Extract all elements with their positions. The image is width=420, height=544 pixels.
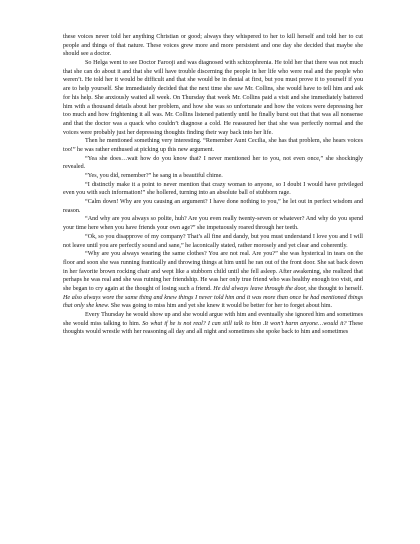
paragraph: [63, 155, 363, 172]
paragraph: [63, 215, 363, 232]
paragraph: [63, 33, 363, 59]
text-run: She was going to miss him and yet she knew it would be better for her to forget about him.: [109, 303, 333, 310]
text-run: These thoughts would wrestle with her reasoning all day and all night and sometimes she spoke back to him and sometimes: [63, 320, 363, 336]
italic-text-run: He also always wore the same thing and knew things I never told him and it was more than once he had mentioned things that only she knew.: [63, 294, 363, 310]
text-run: Every Thursday he would show up and she would argue with him and eventually she ignored him and sometimes she would miss talking to him.: [63, 312, 363, 327]
paragraph: [63, 181, 363, 198]
body-text: [63, 33, 363, 337]
text-run: “Why are you always wearing the same clothes? You are not real. Are you?” she was hysterical in tears on the floor and soon she was running frantically and throwing things at him until he ran out of the front door. She sat back down in her favorite brown rocking chair and wept like a stubborn child until she fell asleep. After awakening, she realized that perhaps he was real and she was ruining her friendship. He was her only true friend who was healthy enough too visit, and she began to cry again at the thought of losing such a friend.: [63, 251, 363, 292]
text-run: “Yes, you did, remember?” he sang in a beautiful chime.: [85, 173, 223, 179]
italic-text-run: He did always leave through the door,: [213, 285, 307, 292]
text-run: Then he mentioned something very interesting. “Remember Aunt Cecilia, she has that problem, she hears voices too!” he was rather enthused at picking up this new argument.: [63, 138, 363, 153]
text-run: “I distinctly make it a point to never mention that crazy woman to anyone, so I doubt I would have privileged even you with such information!” she hollered, turning into an absolute ball of stubborn rage.: [63, 181, 363, 197]
paragraph: [63, 137, 363, 154]
text-run: “Yea she does…wait how do you know that? I never mentioned her to you, not even once,” she shockingly revealed.: [63, 155, 363, 171]
paragraph: [63, 172, 363, 181]
text-run: “Calm down! Why are you causing an argument? I have done nothing to you,” he let out in perfect wisdom and reason.: [63, 199, 363, 214]
text-run: she thought to herself.: [306, 285, 363, 292]
paragraph: [63, 233, 363, 250]
paragraph: [63, 250, 363, 311]
paragraph: [63, 59, 363, 137]
text-run: “And why are you always so polite, huh? Are you even really twenty-seven or whatever? And why do you spend your time here when you have friends your own age?” she impetuously roared through her teeth.: [63, 216, 363, 232]
italic-text-run: So what if he is not real? I can still talk to him .It won’t harm anyone…would it?: [142, 320, 347, 327]
paragraph: [63, 198, 363, 215]
paragraph: [63, 311, 363, 337]
document-page: [63, 33, 363, 337]
text-run: So Helga went to see Doctor Farooji and was diagnosed with schizophrenia. He told her that there was not much that she can do about it and that she will have trouble discerning the people in her life who were real and the people who weren’t. He told her it would be difficult and that she would be in denial at first, but you must prove it to yourself if you are to help yourself. She immediately decided that the next time she saw Mr. Collins, she would have to tell him and ask for his help. She anxiously waited all week. On Thursday that week Mr. Collins paid a visit and she immediately battered him with a thousand details about her problem, and how she was so unfortunate and how the voices were depressing her too much and how frightening it all was. Mr. Collins listened patiently until he finally burst out that that was all nonsense and that the doctor was a quack who couldn’t diagnose a cold. He reassured her that she was perfectly normal and the voices were probably just her depressing thoughts finding their way back into her life.: [63, 60, 363, 136]
text-run: these voices never told her anything Christian or good; always they whispered to her to kill herself and told her to cut people and things of that nature. These voices grew more and more persistent and one day she decided that maybe she should see a doctor.: [63, 34, 363, 58]
text-run: “Ok, so you disapprove of my company? That’s all fine and dandy, but you must understand I love you and I will not leave until you are perfectly sound and sane,” he laconically stated, rather morosely and yet clear and coherently.: [63, 233, 363, 249]
